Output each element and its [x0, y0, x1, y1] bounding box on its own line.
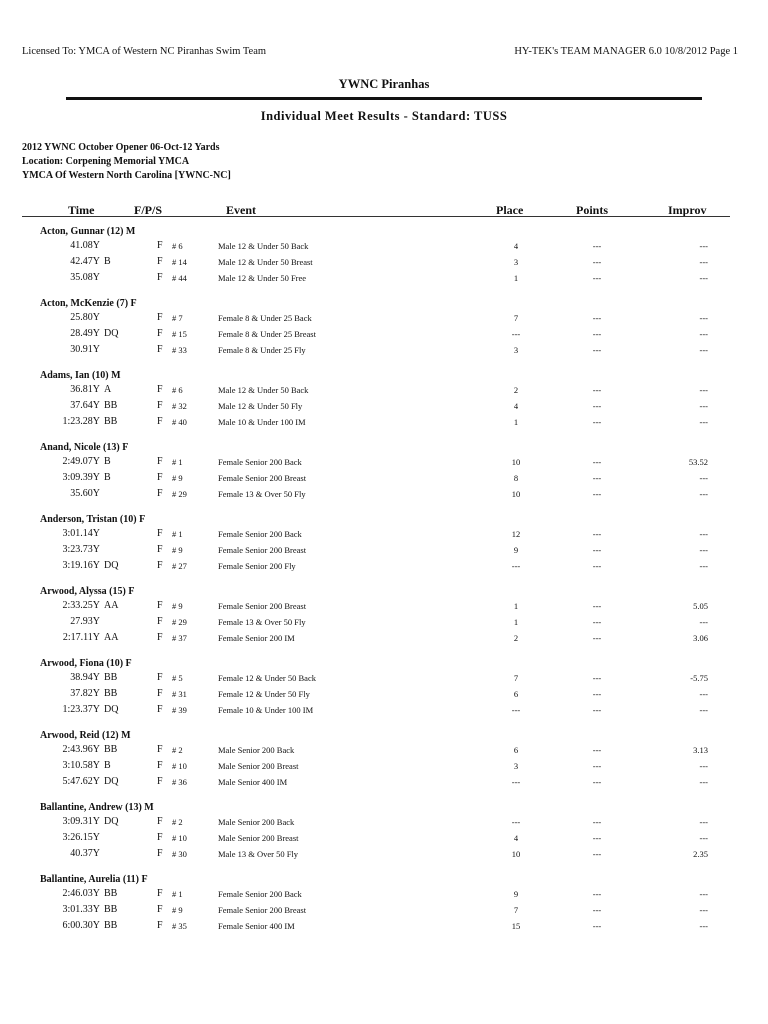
event-number-cell: # 29: [172, 489, 187, 499]
event-cell: Female Senior 200 Breast: [218, 905, 307, 915]
event-number-cell: # 15: [172, 329, 187, 339]
improvement-cell: ---: [699, 761, 708, 771]
result-row: [0, 600, 768, 614]
event-number-cell: # 40: [172, 417, 187, 427]
place-cell: ---: [511, 561, 521, 571]
event-cell: Female 12 & Under 50 Fly: [218, 689, 310, 699]
col-header-points: Points: [576, 203, 609, 217]
result-row: [0, 632, 768, 646]
time-cell: 42.47Y: [70, 256, 100, 267]
time-cell: 2:17.11Y: [62, 632, 100, 643]
standard-cell: B: [104, 456, 111, 467]
result-row: [0, 848, 768, 862]
standard-cell: DQ: [104, 560, 119, 571]
points-cell: ---: [592, 617, 602, 627]
time-cell: 27.93Y: [70, 616, 100, 627]
result-row: [0, 560, 768, 574]
points-cell: ---: [592, 633, 602, 643]
fps-cell: F: [157, 672, 163, 683]
col-header-time: Time: [68, 203, 95, 217]
standard-cell: DQ: [104, 816, 119, 827]
improvement-cell: 2.35: [693, 849, 708, 859]
event-cell: Female Senior 400 IM: [218, 921, 295, 931]
place-cell: 7: [513, 673, 519, 683]
event-number-cell: # 29: [172, 617, 187, 627]
place-cell: 10: [511, 849, 521, 859]
points-cell: ---: [592, 545, 602, 555]
improvement-cell: ---: [699, 889, 708, 899]
improvement-cell: ---: [699, 273, 708, 283]
result-row: [0, 328, 768, 342]
place-cell: 4: [513, 241, 519, 251]
points-cell: ---: [592, 705, 602, 715]
result-row: [0, 272, 768, 286]
fps-cell: F: [157, 888, 163, 899]
improvement-cell: ---: [699, 401, 708, 411]
result-row: [0, 472, 768, 486]
fps-cell: F: [157, 904, 163, 915]
event-cell: Male Senior 200 Back: [218, 817, 295, 827]
standard-cell: BB: [104, 416, 118, 427]
improvement-cell: ---: [699, 817, 708, 827]
col-header-place: Place: [496, 203, 524, 217]
event-cell: Male 12 & Under 50 Breast: [218, 257, 313, 267]
fps-cell: F: [157, 632, 163, 643]
points-cell: ---: [592, 473, 602, 483]
event-number-cell: # 6: [172, 241, 183, 251]
place-cell: 1: [513, 417, 519, 427]
time-cell: 3:09.39Y: [62, 472, 100, 483]
improvement-cell: ---: [699, 257, 708, 267]
improvement-cell: 5.05: [693, 601, 708, 611]
standard-cell: BB: [104, 888, 118, 899]
license-line: Licensed To: YMCA of Western NC Piranhas Swim Team: [22, 46, 267, 57]
points-cell: ---: [592, 689, 602, 699]
place-cell: 6: [513, 745, 519, 755]
fps-cell: F: [157, 456, 163, 467]
result-row: [0, 544, 768, 558]
points-cell: ---: [592, 889, 602, 899]
time-cell: 35.60Y: [70, 488, 100, 499]
place-cell: 2: [513, 633, 519, 643]
result-row: [0, 776, 768, 790]
athlete-name: Arwood, Reid (12) M: [40, 730, 131, 741]
improvement-cell: ---: [699, 489, 708, 499]
event-cell: Female 8 & Under 25 Fly: [218, 345, 306, 355]
result-row: [0, 920, 768, 934]
fps-cell: F: [157, 848, 163, 859]
improvement-cell: ---: [699, 833, 708, 843]
time-cell: 2:49.07Y: [62, 456, 100, 467]
points-cell: ---: [592, 273, 602, 283]
time-cell: 40.37Y: [70, 848, 100, 859]
event-cell: Female 8 & Under 25 Breast: [218, 329, 316, 339]
fps-cell: F: [157, 688, 163, 699]
place-cell: 3: [513, 761, 519, 771]
place-cell: 1: [513, 601, 519, 611]
event-cell: Male Senior 200 Back: [218, 745, 295, 755]
meet-name: 2012 YWNC October Opener 06-Oct-12 Yards: [22, 142, 220, 153]
place-cell: ---: [511, 329, 521, 339]
athlete-name: Acton, McKenzie (7) F: [40, 298, 137, 309]
time-cell: 38.94Y: [70, 672, 100, 683]
points-cell: ---: [592, 417, 602, 427]
result-row: [0, 488, 768, 502]
points-cell: ---: [592, 833, 602, 843]
standard-cell: B: [104, 760, 111, 771]
improvement-cell: ---: [699, 329, 708, 339]
event-cell: Male 12 & Under 50 Free: [218, 273, 307, 283]
event-cell: Male Senior 200 Breast: [218, 833, 299, 843]
place-cell: 6: [513, 689, 519, 699]
event-cell: Female Senior 200 Breast: [218, 601, 307, 611]
result-row: [0, 384, 768, 398]
event-number-cell: # 30: [172, 849, 187, 859]
event-number-cell: # 44: [172, 273, 187, 283]
place-cell: 9: [513, 889, 519, 899]
fps-cell: F: [157, 472, 163, 483]
fps-cell: F: [157, 560, 163, 571]
improvement-cell: ---: [699, 473, 708, 483]
fps-cell: F: [157, 240, 163, 251]
event-cell: Male Senior 400 IM: [218, 777, 288, 787]
event-cell: Female 12 & Under 50 Back: [218, 673, 316, 683]
standard-cell: BB: [104, 904, 118, 915]
fps-cell: F: [157, 400, 163, 411]
event-number-cell: # 5: [172, 673, 183, 683]
title-divider: [66, 97, 702, 100]
result-row: [0, 672, 768, 686]
improvement-cell: ---: [699, 561, 708, 571]
time-cell: 25.80Y: [70, 312, 100, 323]
time-cell: 35.08Y: [70, 272, 100, 283]
standard-cell: BB: [104, 744, 118, 755]
points-cell: ---: [592, 329, 602, 339]
time-cell: 41.08Y: [70, 240, 100, 251]
standard-cell: DQ: [104, 776, 119, 787]
place-cell: 7: [513, 905, 519, 915]
points-cell: ---: [592, 385, 602, 395]
improvement-cell: 53.52: [688, 457, 708, 467]
improvement-cell: ---: [699, 417, 708, 427]
improvement-cell: -5.75: [690, 673, 708, 683]
place-cell: ---: [511, 705, 521, 715]
result-row: [0, 456, 768, 470]
event-number-cell: # 9: [172, 601, 183, 611]
points-cell: ---: [592, 313, 602, 323]
time-cell: 37.64Y: [70, 400, 100, 411]
event-cell: Female Senior 200 Breast: [218, 545, 307, 555]
result-row: [0, 688, 768, 702]
athlete-name: Adams, Ian (10) M: [40, 370, 121, 381]
standard-cell: AA: [104, 600, 119, 611]
improvement-cell: ---: [699, 617, 708, 627]
event-cell: Female 13 & Over 50 Fly: [218, 489, 306, 499]
meet-organization: YMCA Of Western North Carolina [YWNC-NC]: [22, 170, 231, 181]
improvement-cell: ---: [699, 689, 708, 699]
time-cell: 2:43.96Y: [62, 744, 100, 755]
improvement-cell: ---: [699, 921, 708, 931]
fps-cell: F: [157, 816, 163, 827]
place-cell: ---: [511, 817, 521, 827]
fps-cell: F: [157, 384, 163, 395]
event-cell: Female 8 & Under 25 Back: [218, 313, 312, 323]
points-cell: ---: [592, 921, 602, 931]
place-cell: 2: [513, 385, 519, 395]
result-row: [0, 344, 768, 358]
event-cell: Female Senior 200 Back: [218, 529, 302, 539]
event-number-cell: # 2: [172, 817, 183, 827]
points-cell: ---: [592, 489, 602, 499]
fps-cell: F: [157, 760, 163, 771]
points-cell: ---: [592, 257, 602, 267]
result-row: [0, 240, 768, 254]
fps-cell: F: [157, 256, 163, 267]
time-cell: 5:47.62Y: [62, 776, 100, 787]
event-number-cell: # 36: [172, 777, 187, 787]
event-cell: Female Senior 200 Back: [218, 889, 302, 899]
meet-location: Location: Corpening Memorial YMCA: [22, 156, 190, 167]
place-cell: 4: [513, 833, 519, 843]
standard-cell: AA: [104, 632, 119, 643]
standard-cell: A: [104, 384, 112, 395]
standard-cell: DQ: [104, 328, 119, 339]
points-cell: ---: [592, 457, 602, 467]
place-cell: 12: [511, 529, 521, 539]
standard-cell: B: [104, 472, 111, 483]
event-number-cell: # 35: [172, 921, 187, 931]
standard-cell: BB: [104, 672, 118, 683]
athlete-name: Anderson, Tristan (10) F: [40, 514, 146, 525]
event-number-cell: # 7: [172, 313, 183, 323]
athlete-name: Ballantine, Aurelia (11) F: [40, 874, 148, 885]
improvement-cell: ---: [699, 905, 708, 915]
event-number-cell: # 37: [172, 633, 187, 643]
fps-cell: F: [157, 416, 163, 427]
fps-cell: F: [157, 744, 163, 755]
result-row: [0, 888, 768, 902]
points-cell: ---: [592, 849, 602, 859]
improvement-cell: ---: [699, 241, 708, 251]
improvement-cell: 3.06: [693, 633, 708, 643]
athlete-name: Arwood, Alyssa (15) F: [40, 586, 135, 597]
time-cell: 28.49Y: [70, 328, 100, 339]
event-cell: Female Senior 200 Breast: [218, 473, 307, 483]
points-cell: ---: [592, 745, 602, 755]
col-header-event: Event: [226, 203, 256, 217]
fps-cell: F: [157, 488, 163, 499]
improvement-cell: ---: [699, 385, 708, 395]
time-cell: 6:00.30Y: [62, 920, 100, 931]
fps-cell: F: [157, 616, 163, 627]
result-row: [0, 528, 768, 542]
time-cell: 2:46.03Y: [62, 888, 100, 899]
place-cell: 9: [513, 545, 519, 555]
result-row: [0, 616, 768, 630]
points-cell: ---: [592, 401, 602, 411]
time-cell: 2:33.25Y: [62, 600, 100, 611]
standard-cell: B: [104, 256, 111, 267]
col-header-improv: Improv: [668, 203, 707, 217]
place-cell: 4: [513, 401, 519, 411]
event-number-cell: # 33: [172, 345, 187, 355]
event-cell: Female Senior 200 Back: [218, 457, 302, 467]
software-line: HY-TEK's TEAM MANAGER 6.0 10/8/2012 Page 1: [514, 46, 738, 57]
result-row: [0, 816, 768, 830]
event-number-cell: # 10: [172, 833, 187, 843]
standard-cell: BB: [104, 688, 118, 699]
result-row: [0, 744, 768, 758]
place-cell: 1: [513, 617, 519, 627]
time-cell: 3:23.73Y: [62, 544, 100, 555]
improvement-cell: ---: [699, 529, 708, 539]
event-cell: Female Senior 200 IM: [218, 633, 295, 643]
fps-cell: F: [157, 600, 163, 611]
event-number-cell: # 14: [172, 257, 187, 267]
event-number-cell: # 1: [172, 529, 183, 539]
fps-cell: F: [157, 776, 163, 787]
place-cell: 7: [513, 313, 519, 323]
time-cell: 3:01.14Y: [62, 528, 100, 539]
event-cell: Male 10 & Under 100 IM: [218, 417, 306, 427]
fps-cell: F: [157, 328, 163, 339]
result-row: [0, 904, 768, 918]
header-underline: [22, 216, 730, 217]
event-number-cell: # 31: [172, 689, 187, 699]
col-header-fps: F/P/S: [134, 203, 163, 217]
place-cell: 15: [511, 921, 521, 931]
event-cell: Male 13 & Over 50 Fly: [218, 849, 299, 859]
result-row: [0, 832, 768, 846]
event-cell: Female Senior 200 Fly: [218, 561, 296, 571]
fps-cell: F: [157, 832, 163, 843]
points-cell: ---: [592, 673, 602, 683]
improvement-cell: ---: [699, 777, 708, 787]
event-cell: Male 12 & Under 50 Fly: [218, 401, 303, 411]
improvement-cell: ---: [699, 313, 708, 323]
athlete-name: Anand, Nicole (13) F: [40, 442, 129, 453]
improvement-cell: ---: [699, 545, 708, 555]
report-title: Individual Meet Results - Standard: TUSS: [260, 109, 508, 123]
event-cell: Male Senior 200 Breast: [218, 761, 299, 771]
event-cell: Male 12 & Under 50 Back: [218, 241, 309, 251]
place-cell: 3: [513, 257, 519, 267]
event-cell: Male 12 & Under 50 Back: [218, 385, 309, 395]
time-cell: 30.91Y: [70, 344, 100, 355]
event-number-cell: # 10: [172, 761, 187, 771]
standard-cell: DQ: [104, 704, 119, 715]
event-number-cell: # 2: [172, 745, 183, 755]
points-cell: ---: [592, 561, 602, 571]
improvement-cell: ---: [699, 345, 708, 355]
event-cell: Female 13 & Over 50 Fly: [218, 617, 306, 627]
place-cell: 10: [511, 489, 521, 499]
place-cell: ---: [511, 777, 521, 787]
time-cell: 3:10.58Y: [62, 760, 100, 771]
points-cell: ---: [592, 241, 602, 251]
event-number-cell: # 6: [172, 385, 183, 395]
points-cell: ---: [592, 345, 602, 355]
time-cell: 37.82Y: [70, 688, 100, 699]
points-cell: ---: [592, 777, 602, 787]
fps-cell: F: [157, 544, 163, 555]
time-cell: 3:09.31Y: [62, 816, 100, 827]
time-cell: 1:23.28Y: [62, 416, 100, 427]
points-cell: ---: [592, 761, 602, 771]
result-row: [0, 416, 768, 430]
result-row: [0, 256, 768, 270]
improvement-cell: 3.13: [693, 745, 708, 755]
time-cell: 3:01.33Y: [62, 904, 100, 915]
points-cell: ---: [592, 601, 602, 611]
fps-cell: F: [157, 272, 163, 283]
event-number-cell: # 32: [172, 401, 187, 411]
result-row: [0, 312, 768, 326]
fps-cell: F: [157, 344, 163, 355]
event-number-cell: # 9: [172, 545, 183, 555]
points-cell: ---: [592, 529, 602, 539]
athlete-name: Ballantine, Andrew (13) M: [40, 802, 154, 813]
fps-cell: F: [157, 312, 163, 323]
points-cell: ---: [592, 905, 602, 915]
improvement-cell: ---: [699, 705, 708, 715]
time-cell: 3:19.16Y: [62, 560, 100, 571]
time-cell: 3:26.15Y: [62, 832, 100, 843]
points-cell: ---: [592, 817, 602, 827]
team-name: YWNC Piranhas: [338, 77, 430, 91]
event-number-cell: # 9: [172, 905, 183, 915]
standard-cell: BB: [104, 400, 118, 411]
fps-cell: F: [157, 920, 163, 931]
event-cell: Female 10 & Under 100 IM: [218, 705, 314, 715]
result-row: [0, 704, 768, 718]
place-cell: 3: [513, 345, 519, 355]
athlete-name: Acton, Gunnar (12) M: [40, 226, 136, 237]
place-cell: 1: [513, 273, 519, 283]
event-number-cell: # 1: [172, 889, 183, 899]
event-number-cell: # 9: [172, 473, 183, 483]
standard-cell: BB: [104, 920, 118, 931]
place-cell: 10: [511, 457, 521, 467]
place-cell: 8: [513, 473, 519, 483]
result-row: [0, 760, 768, 774]
event-number-cell: # 27: [172, 561, 187, 571]
event-number-cell: # 39: [172, 705, 187, 715]
time-cell: 36.81Y: [70, 384, 100, 395]
event-number-cell: # 1: [172, 457, 183, 467]
result-row: [0, 400, 768, 414]
athlete-name: Arwood, Fiona (10) F: [40, 658, 132, 669]
fps-cell: F: [157, 704, 163, 715]
fps-cell: F: [157, 528, 163, 539]
time-cell: 1:23.37Y: [62, 704, 100, 715]
